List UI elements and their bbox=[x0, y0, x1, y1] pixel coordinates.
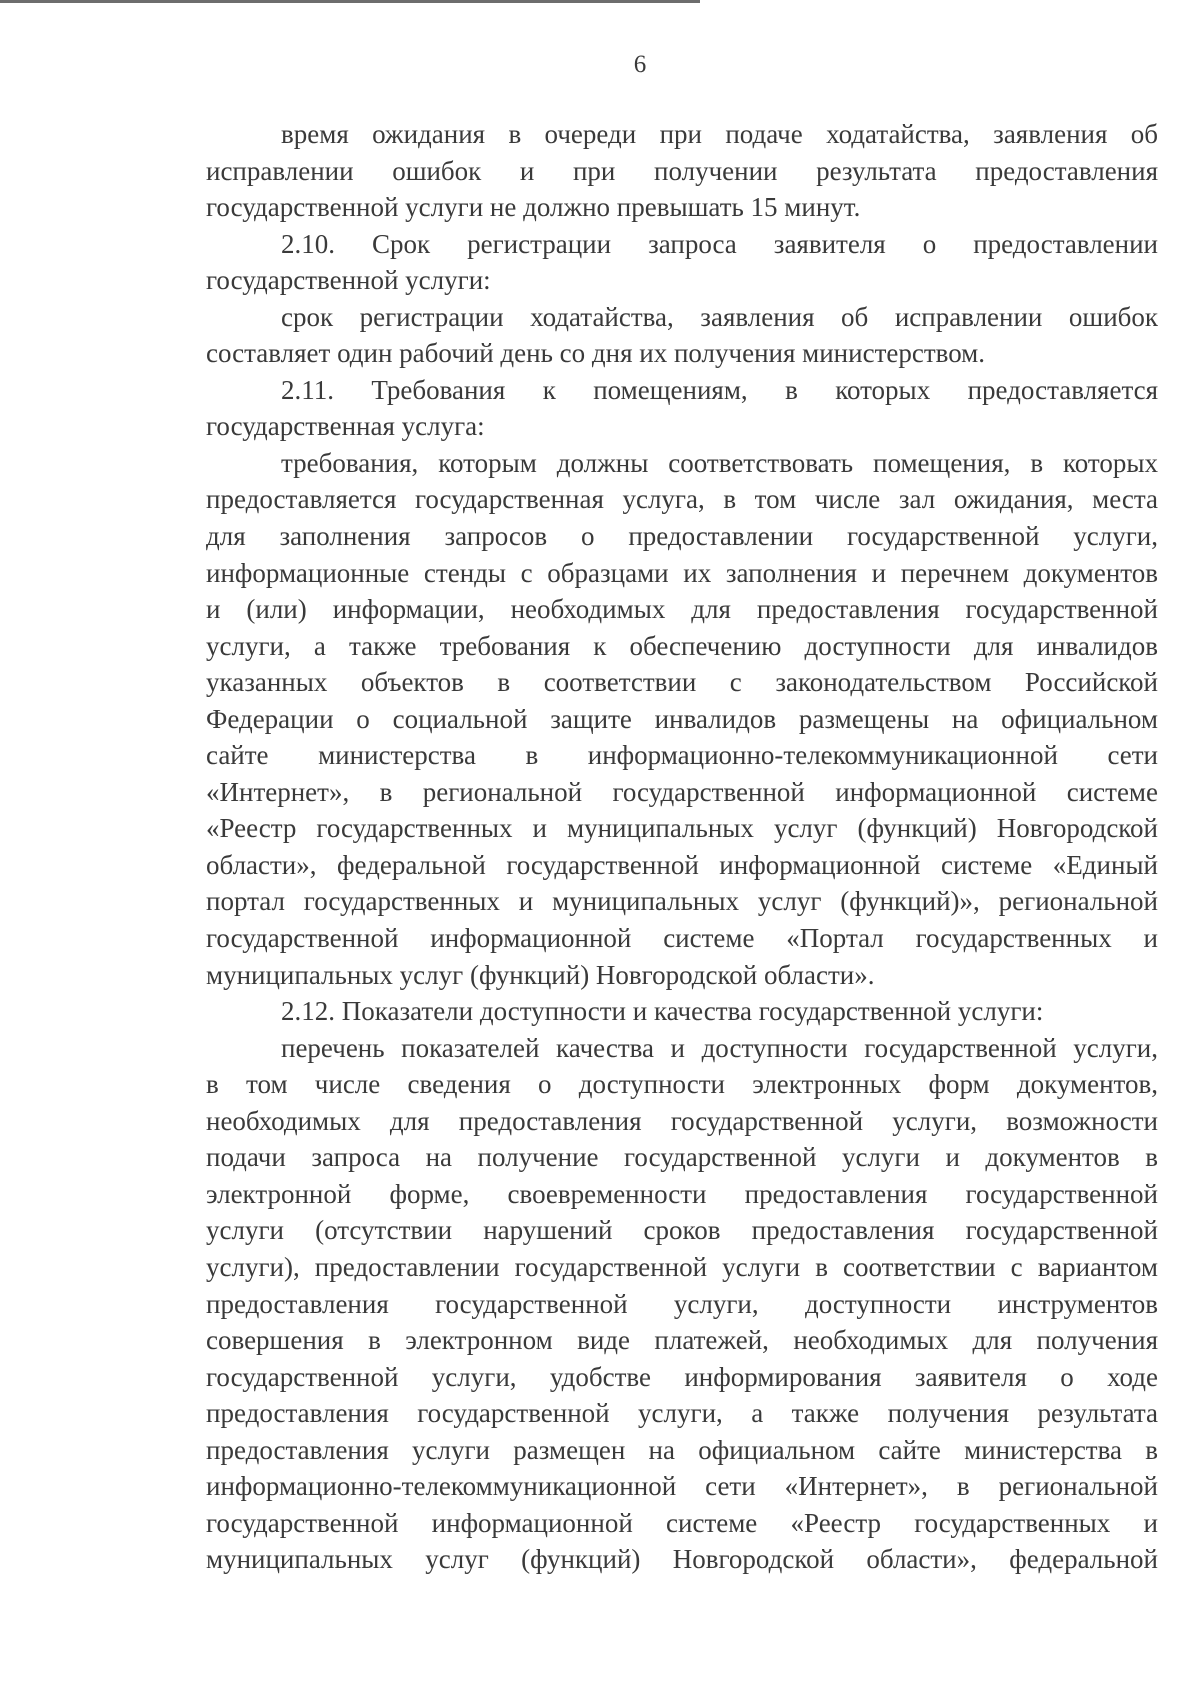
text-line: время ожидания в очереди при подаче ходатайства, заявления об bbox=[281, 119, 1158, 149]
text-line: государственной услуги: bbox=[206, 265, 491, 296]
text-line: «Интернет», в региональной государственной информационной системе bbox=[206, 776, 1158, 807]
text-line: подачи запроса на получение государственной услуги и документов в bbox=[206, 1142, 1158, 1173]
text-line: электронной форме, своевременности предоставления государственной bbox=[206, 1178, 1158, 1209]
text-line: муниципальных услуг (функций) Новгородской области», федеральной bbox=[206, 1544, 1158, 1575]
text-line: государственная услуга: bbox=[206, 411, 485, 442]
text-line: 2.10. Срок регистрации запроса заявителя о предоставлении bbox=[281, 228, 1158, 259]
text-line: портал государственных и муниципальных услуг (функций)», региональной bbox=[206, 886, 1158, 917]
text-line: требования, которым должны соответствовать помещения, в которых bbox=[281, 447, 1158, 478]
text-line: совершения в электронном виде платежей, необходимых для получения bbox=[206, 1325, 1158, 1356]
document-body bbox=[206, 116, 1158, 1578]
text-line: государственной информационной системе «Портал государственных и bbox=[206, 923, 1158, 954]
text-line: исправлении ошибок и при получении результата предоставления bbox=[206, 155, 1158, 186]
text-line: предоставляется государственная услуга, в том числе зал ожидания, места bbox=[206, 484, 1158, 515]
text-line: необходимых для предоставления государственной услуги, возможности bbox=[206, 1105, 1158, 1136]
text-line: перечень показателей качества и доступности государственной услуги, bbox=[281, 1032, 1158, 1063]
text-line: 2.12. Показатели доступности и качества государственной услуги: bbox=[281, 996, 1044, 1027]
text-line: срок регистрации ходатайства, заявления об исправлении ошибок bbox=[281, 301, 1158, 332]
text-line: услуги, а также требования к обеспечению доступности для инвалидов bbox=[206, 630, 1158, 661]
text-line: «Реестр государственных и муниципальных услуг (функций) Новгородской bbox=[206, 813, 1158, 844]
text-line: в том числе сведения о доступности электронных форм документов, bbox=[206, 1069, 1158, 1100]
text-line: указанных объектов в соответствии с законодательством Российской bbox=[206, 667, 1158, 698]
text-line: 2.11. Требования к помещениям, в которых предоставляется bbox=[281, 374, 1158, 405]
text-line: сайте министерства в информационно-телекоммуникационной сети bbox=[206, 740, 1158, 771]
text-line: составляет один рабочий день со дня их получения министерством. bbox=[206, 338, 986, 369]
text-line: Федерации о социальной защите инвалидов размещены на официальном bbox=[206, 703, 1158, 734]
text-line: муниципальных услуг (функций) Новгородской области». bbox=[206, 959, 875, 990]
top-rule bbox=[0, 0, 700, 3]
text-line: услуги (отсутствии нарушений сроков предоставления государственной bbox=[206, 1215, 1158, 1246]
text-line: государственной услуги не должно превышать 15 минут. bbox=[206, 192, 861, 223]
text-line: области», федеральной государственной информационной системе «Единый bbox=[206, 849, 1158, 880]
text-line: предоставления государственной услуги, а также получения результата bbox=[206, 1398, 1158, 1429]
text-line: государственной услуги, удобстве информирования заявителя о ходе bbox=[206, 1361, 1158, 1392]
text-line: предоставления услуги размещен на официальном сайте министерства в bbox=[206, 1434, 1158, 1465]
text-line: государственной информационной системе «Реестр государственных и bbox=[206, 1507, 1158, 1538]
text-line: и (или) информации, необходимых для предоставления государственной bbox=[206, 594, 1158, 625]
text-line: информационно-телекоммуникационной сети «Интернет», в региональной bbox=[206, 1471, 1158, 1502]
text-line: информационные стенды с образцами их заполнения и перечнем документов bbox=[206, 557, 1158, 588]
text-line: для заполнения запросов о предоставлении государственной услуги, bbox=[206, 521, 1158, 552]
page-number: 6 bbox=[633, 51, 647, 78]
text-line: предоставления государственной услуги, доступности инструментов bbox=[206, 1288, 1158, 1319]
text-line: услуги), предоставлении государственной услуги в соответствии с вариантом bbox=[206, 1251, 1158, 1282]
